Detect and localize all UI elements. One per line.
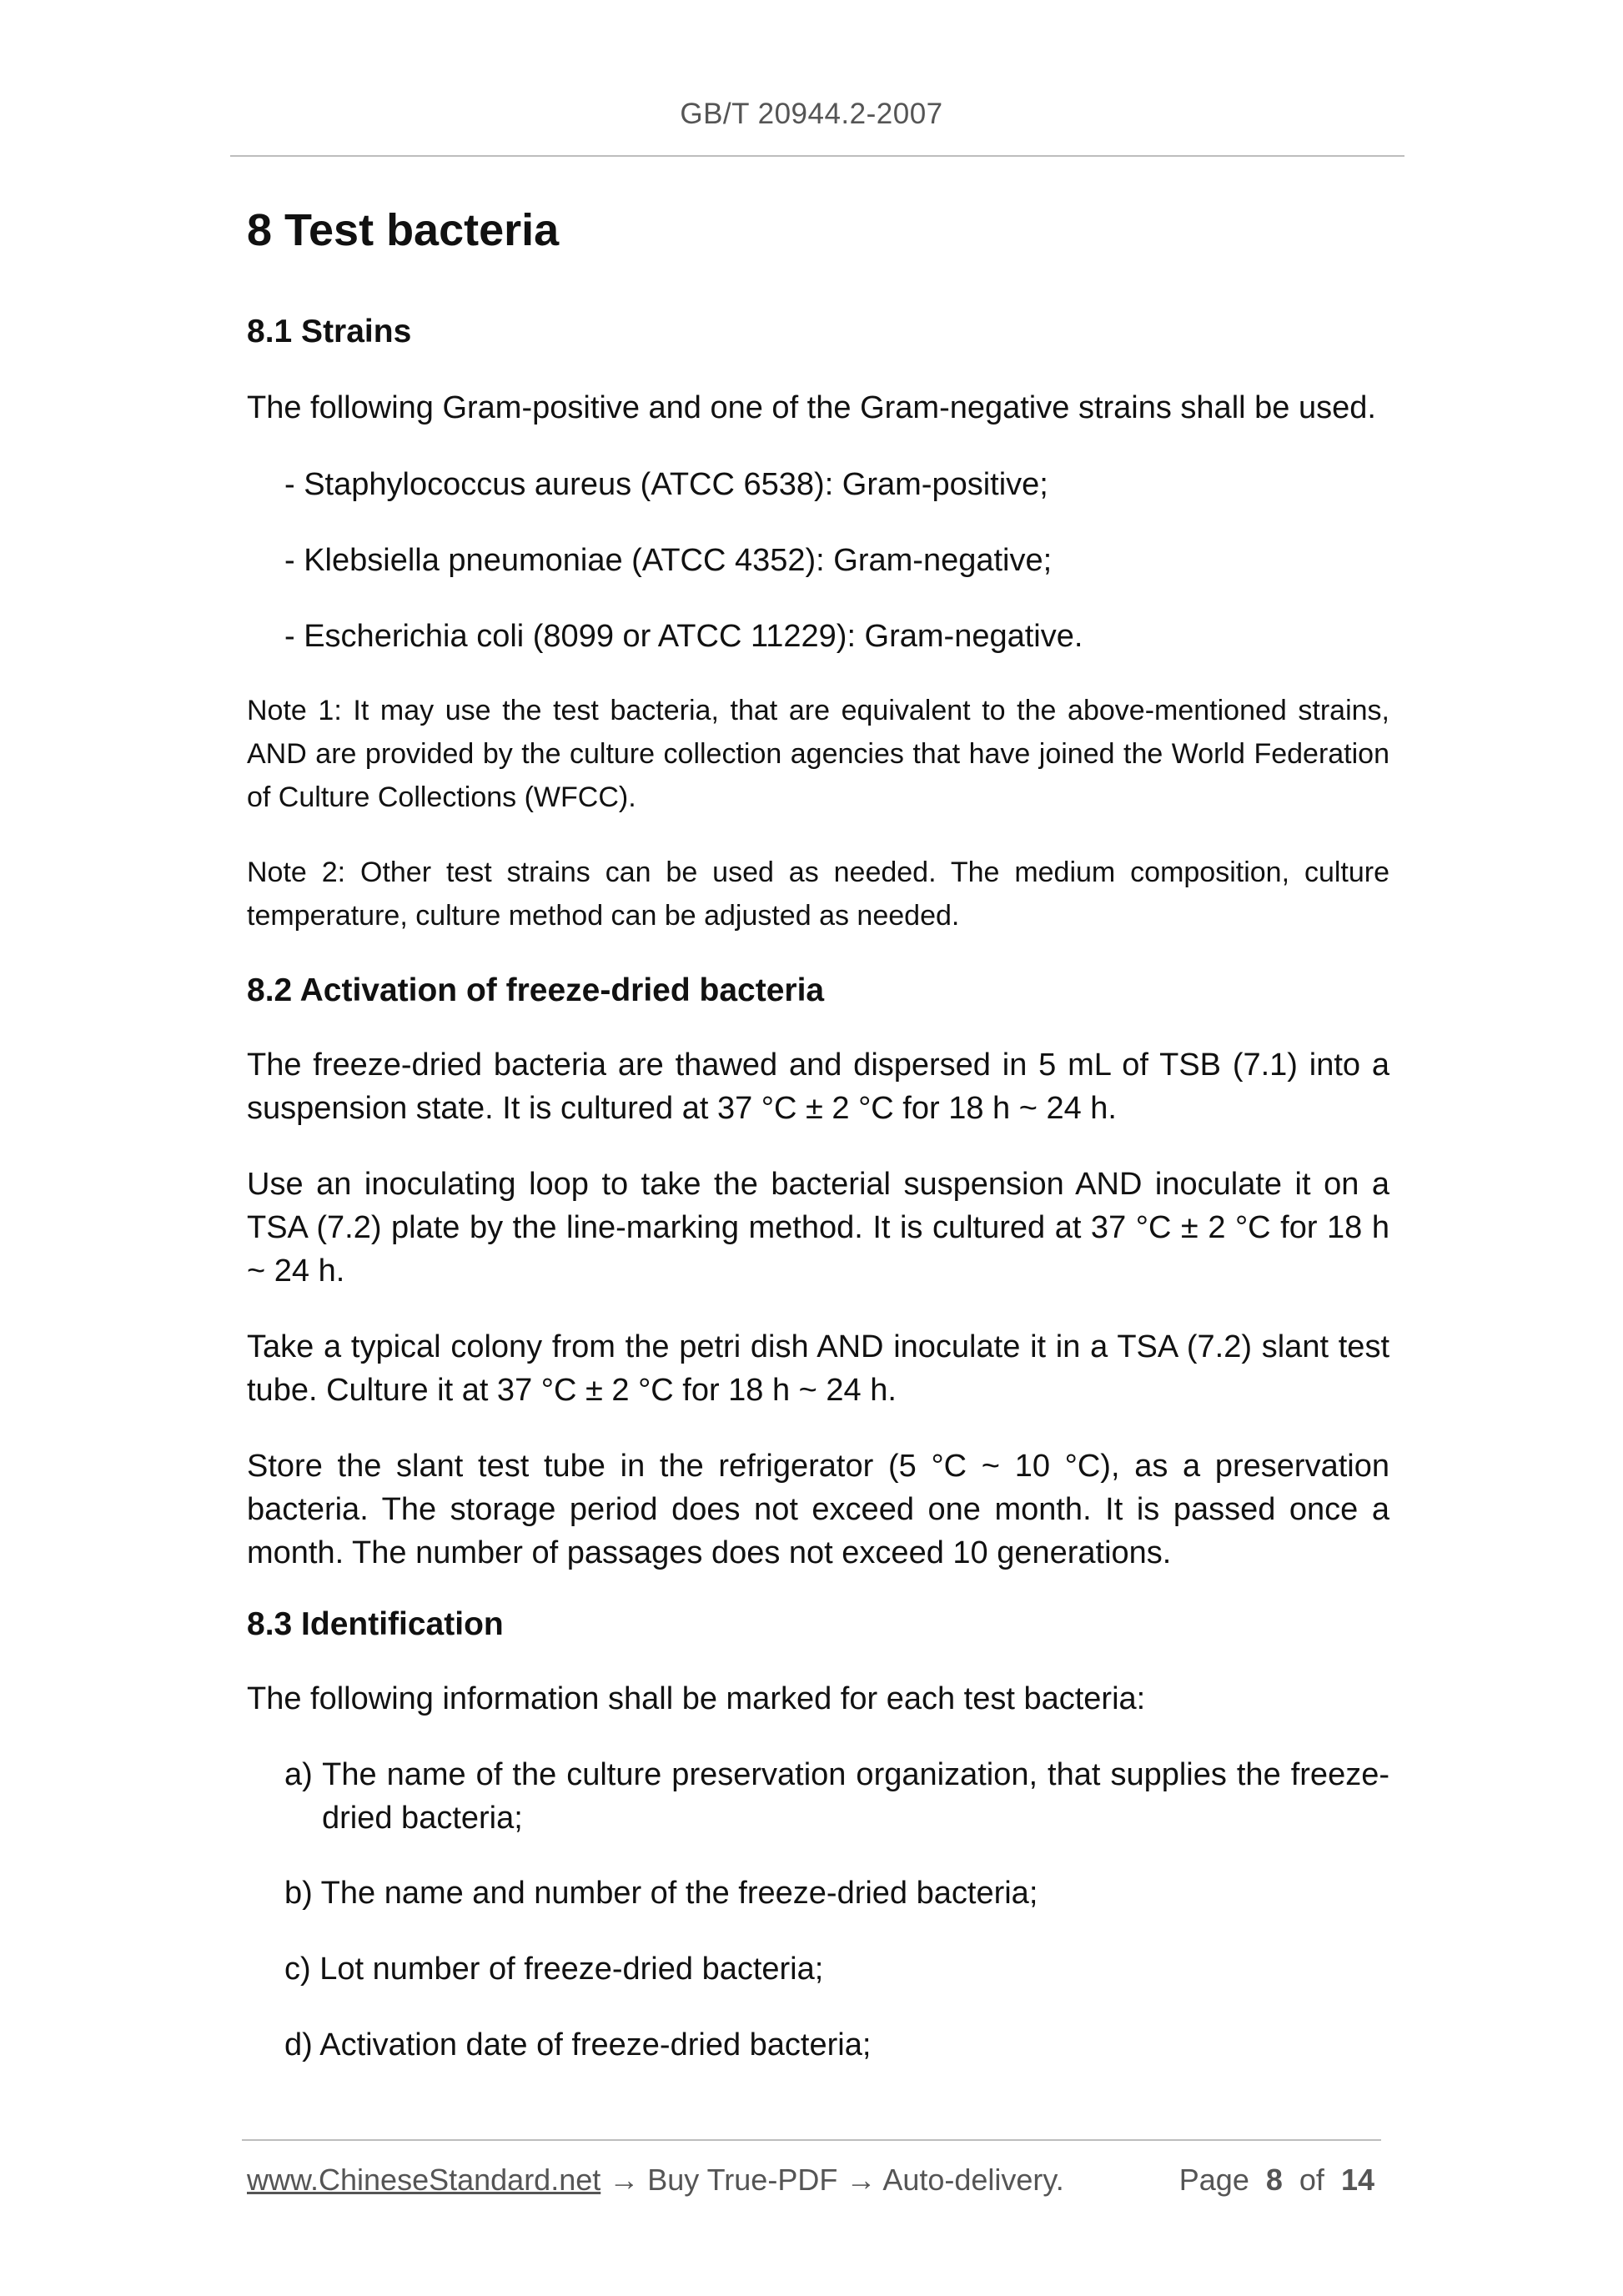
website-link[interactable]: www.ChineseStandard.net: [247, 2163, 601, 2197]
identification-item: a) The name of the culture preservation organization, that supplies the freeze-dried bacteria;: [284, 1757, 1389, 1836]
header-divider: [230, 155, 1404, 157]
strains-intro: The following Gram-positive and one of the Gram-negative strains shall be used.: [247, 390, 1376, 425]
identification-intro: The following information shall be marked for each test bacteria:: [247, 1681, 1146, 1716]
page-indicator: [1179, 2163, 1374, 2198]
identification-item: b) The name and number of the freeze-dried bacteria;: [284, 1876, 1038, 1911]
subsection-heading-8-1: 8.1 Strains: [247, 314, 412, 349]
strain-item: - Klebsiella pneumoniae (ATCC 4352): Gram-negative;: [284, 543, 1053, 578]
page-label: Page: [1178, 2163, 1249, 2197]
subsection-heading-8-2: 8.2 Activation of freeze-dried bacteria: [247, 972, 825, 1008]
activation-paragraph: Store the slant test tube in the refrigerator (5 °C ~ 10 °C), as a preservation bacteria. The storage period does not exceed one month. It is passed once a month. The number of passages does not exceed 10 generations.: [247, 1449, 1389, 1570]
page-total: 14: [1340, 2163, 1374, 2197]
activation-paragraph: The freeze-dried bacteria are thawed and dispersed in 5 mL of TSB (7.1) into a suspension state. It is cultured at 37 °C ± 2 °C for 18 h ~ 24 h.: [247, 1048, 1389, 1126]
activation-paragraph: Take a typical colony from the petri dish AND inoculate it in a TSA (7.2) slant test tube. Culture it at 37 °C ± 2 °C for 18 h ~ 24 h.: [247, 1329, 1389, 1408]
footer-promo: [247, 2163, 1064, 2198]
page-footer: [247, 2163, 1381, 2204]
note-2: Note 2: Other test strains can be used as needed. The medium composition, culture temperature, culture method can be adjusted as needed.: [247, 857, 1389, 932]
activation-paragraph: Use an inoculating loop to take the bacterial suspension AND inoculate it on a TSA (7.2) plate by the line-marking method. It is cultured at 37 °C ± 2 °C for 18 h ~ 24 h.: [247, 1167, 1389, 1289]
footer-divider: [242, 2139, 1381, 2141]
strain-item: - Staphylococcus aureus (ATCC 6538): Gram-positive;: [284, 467, 1048, 502]
page-of: of: [1299, 2163, 1324, 2197]
identification-item: d) Activation date of freeze-dried bacteria;: [284, 2027, 872, 2062]
subsection-heading-8-3: 8.3 Identification: [247, 1606, 504, 1642]
footer-promo-text: → Buy True-PDF → Auto-delivery.: [600, 2163, 1064, 2197]
note-1: Note 1: It may use the test bacteria, that are equivalent to the above-mentioned strains, AND are provided by the culture collection agencies that have joined the World Federation of Culture Collections (WFCC).: [247, 695, 1389, 813]
page-current: 8: [1265, 2163, 1283, 2197]
page-header: GB/T 20944.2-2007: [680, 98, 943, 130]
identification-item: c) Lot number of freeze-dried bacteria;: [284, 1952, 824, 1987]
strain-item: - Escherichia coli (8099 or ATCC 11229): Gram-negative.: [284, 619, 1083, 654]
section-heading: 8 Test bacteria: [247, 205, 560, 255]
